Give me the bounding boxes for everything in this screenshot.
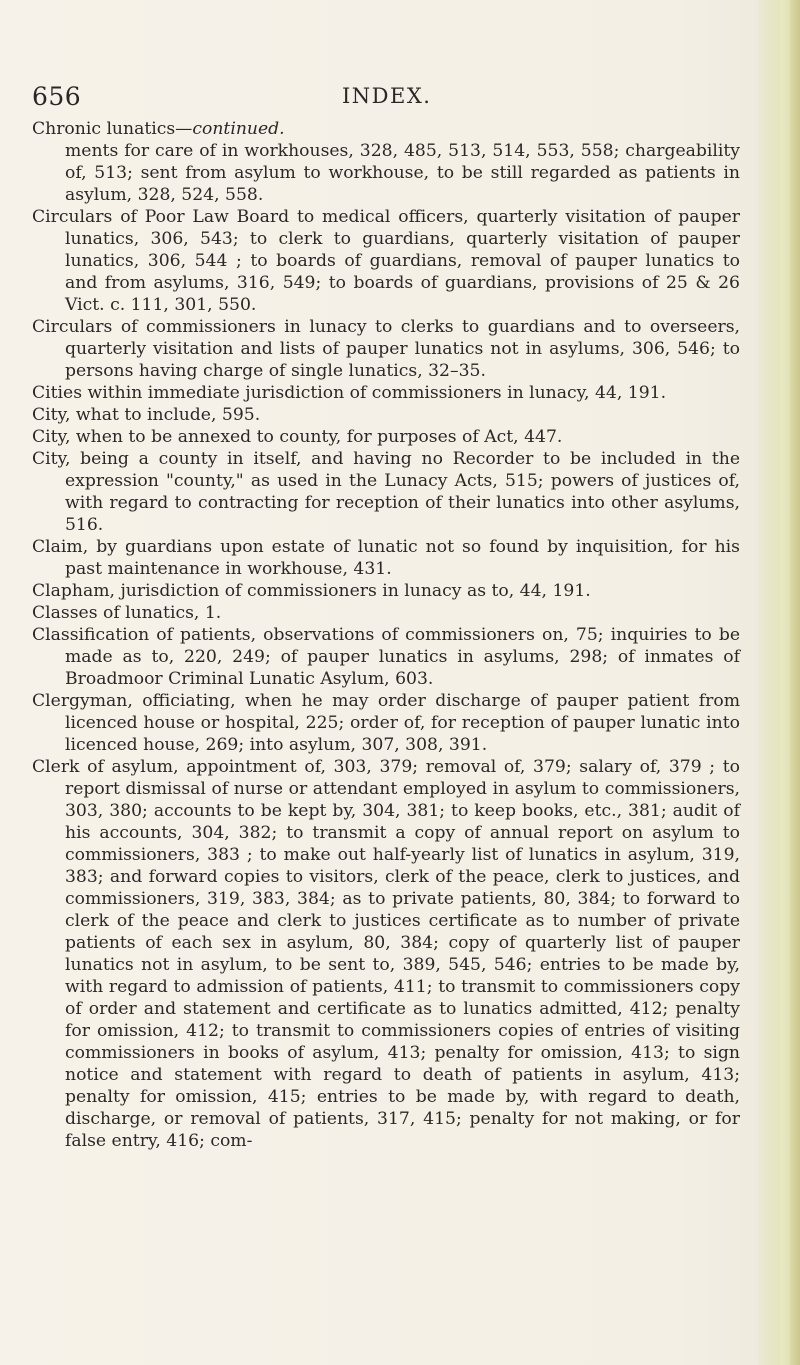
entry-heading: Claim, [32, 537, 89, 557]
entry-text: of commissioners in lunacy to clerks to guardians and to overseers, quarterly visitation and lists of pauper lunatics not in asylums, 306, 546; to persons having charge of single lunatics, 32–35. [65, 317, 740, 381]
index-entry [32, 404, 740, 426]
entry-text: of asylum, appointment of, 303, 379; removal of, 379; salary of, 379 ; to report dismissal of nurse or attendant employed in asylum to commissioners, 303, 380; accounts to be kept by, 304, 381; to keep books, etc., 381; audit of his accounts, 304, 382; to transmit a copy of annual report on asylum to commissioners, 383 ; to make out half-yearly list of lunatics in asylum, 319, 383; and forward copies to visitors, clerk of the peace, clerk to justices, and commissioners, 319, 383, 384; as to private patients, 80, 384; to forward to clerk of the peace and clerk to justices certificate as to number of private patients of each sex in asylum, 80, 384; copy of quarterly list of pauper lunatics not in asylum, to be sent to, 389, 545, 546; entries to be made by, with regard to admission of patients, 411; to transmit to commissioners copy of order and statement and certificate as to lunatics admitted, 412; penalty for omission, 412; to transmit to commissioners copies of entries of visiting commissioners in books of asylum, 413; penalty for omission, 413; to sign notice and statement with regard to death of patients in asylum, 413; penalty for omission, 415; entries to be made by, with regard to death, discharge, or removal of patients, 317, 415; penalty for not making, or for false entry, 416; com- [65, 757, 740, 1151]
entry-text: ments for care of in workhouses, 328, 485, 513, 514, 553, 558; chargeability of, 513; sent from asylum to workhouse, to be still regarded as patients in asylum, 328, 524, 558. [65, 141, 740, 205]
entry-heading: City, [32, 405, 71, 425]
index-entry [32, 448, 740, 536]
entry-heading: City, [32, 427, 71, 447]
entry-heading: Cities [32, 383, 83, 403]
running-head: INDEX. [342, 84, 432, 108]
entry-text: officiating, when he may order discharge of pauper patient from licenced house or hospital, 225; order of, for reception of pauper lunatic into licenced house, 269; into asylum, 307, 308, 391. [65, 691, 740, 755]
entry-text: jurisdiction of commissioners in lunacy as to, 44, 191. [114, 581, 591, 601]
entry-heading: Clapham, [32, 581, 115, 601]
page-number: 656 [32, 82, 82, 111]
entry-text: by guardians upon estate of lunatic not so found by inquisition, for his past maintenance in workhouse, 431. [65, 537, 740, 579]
index-entry [32, 206, 740, 316]
entry-heading: Circulars [32, 207, 113, 227]
page-header [32, 82, 752, 114]
entry-text: what to include, 595. [70, 405, 261, 425]
index-entry [32, 536, 740, 580]
entry-heading: Classification [32, 625, 150, 645]
entry-heading: Circulars [32, 317, 113, 337]
entry-heading: City, [32, 449, 71, 469]
entry-text: of Poor Law Board to medical officers, quarterly visitation of pauper lunatics, 306, 543; to clerk to guardians, quarterly visitation of pauper lunatics, 306, 544 ; to boards of guardians, removal of pauper lunatics to and from asylums, 316, 549; to boards of guardians, provisions of 25 & 26 Vict. c. 111, 301, 550. [65, 207, 740, 315]
entry-heading-note: continued. [192, 119, 285, 139]
index-entry [32, 382, 740, 404]
entry-text: being a county in itself, and having no Recorder to be included in the expression "county," as used in the Lunacy Acts, 515; powers of justices of, with regard to contracting for reception of their lunatics into other asylums, 516. [65, 449, 740, 535]
entry-heading: Clergyman, [32, 691, 133, 711]
index-entry [32, 756, 740, 1152]
page-edge-strip [790, 0, 800, 1365]
index-entry [32, 426, 740, 448]
index-entry [32, 580, 740, 602]
entry-text: within immediate jurisdiction of commissioners in lunacy, 44, 191. [82, 383, 667, 403]
index-entries [32, 118, 740, 1152]
entry-text: of lunatics, 1. [97, 603, 222, 623]
index-entry [32, 316, 740, 382]
entry-heading: Classes [32, 603, 98, 623]
index-entry [32, 118, 740, 206]
entry-heading: Clerk [32, 757, 80, 777]
entry-text: when to be annexed to county, for purposes of Act, 447. [70, 427, 563, 447]
entry-text: of patients, observations of commissioners on, 75; inquiries to be made as to, 220, 249; of pauper lunatics in asylums, 298; of inmates of Broadmoor Criminal Lunatic Asylum, 603. [65, 625, 740, 689]
index-entry [32, 624, 740, 690]
entry-heading: Chronic lunatics— [32, 119, 193, 139]
index-entry [32, 602, 740, 624]
index-entry [32, 690, 740, 756]
